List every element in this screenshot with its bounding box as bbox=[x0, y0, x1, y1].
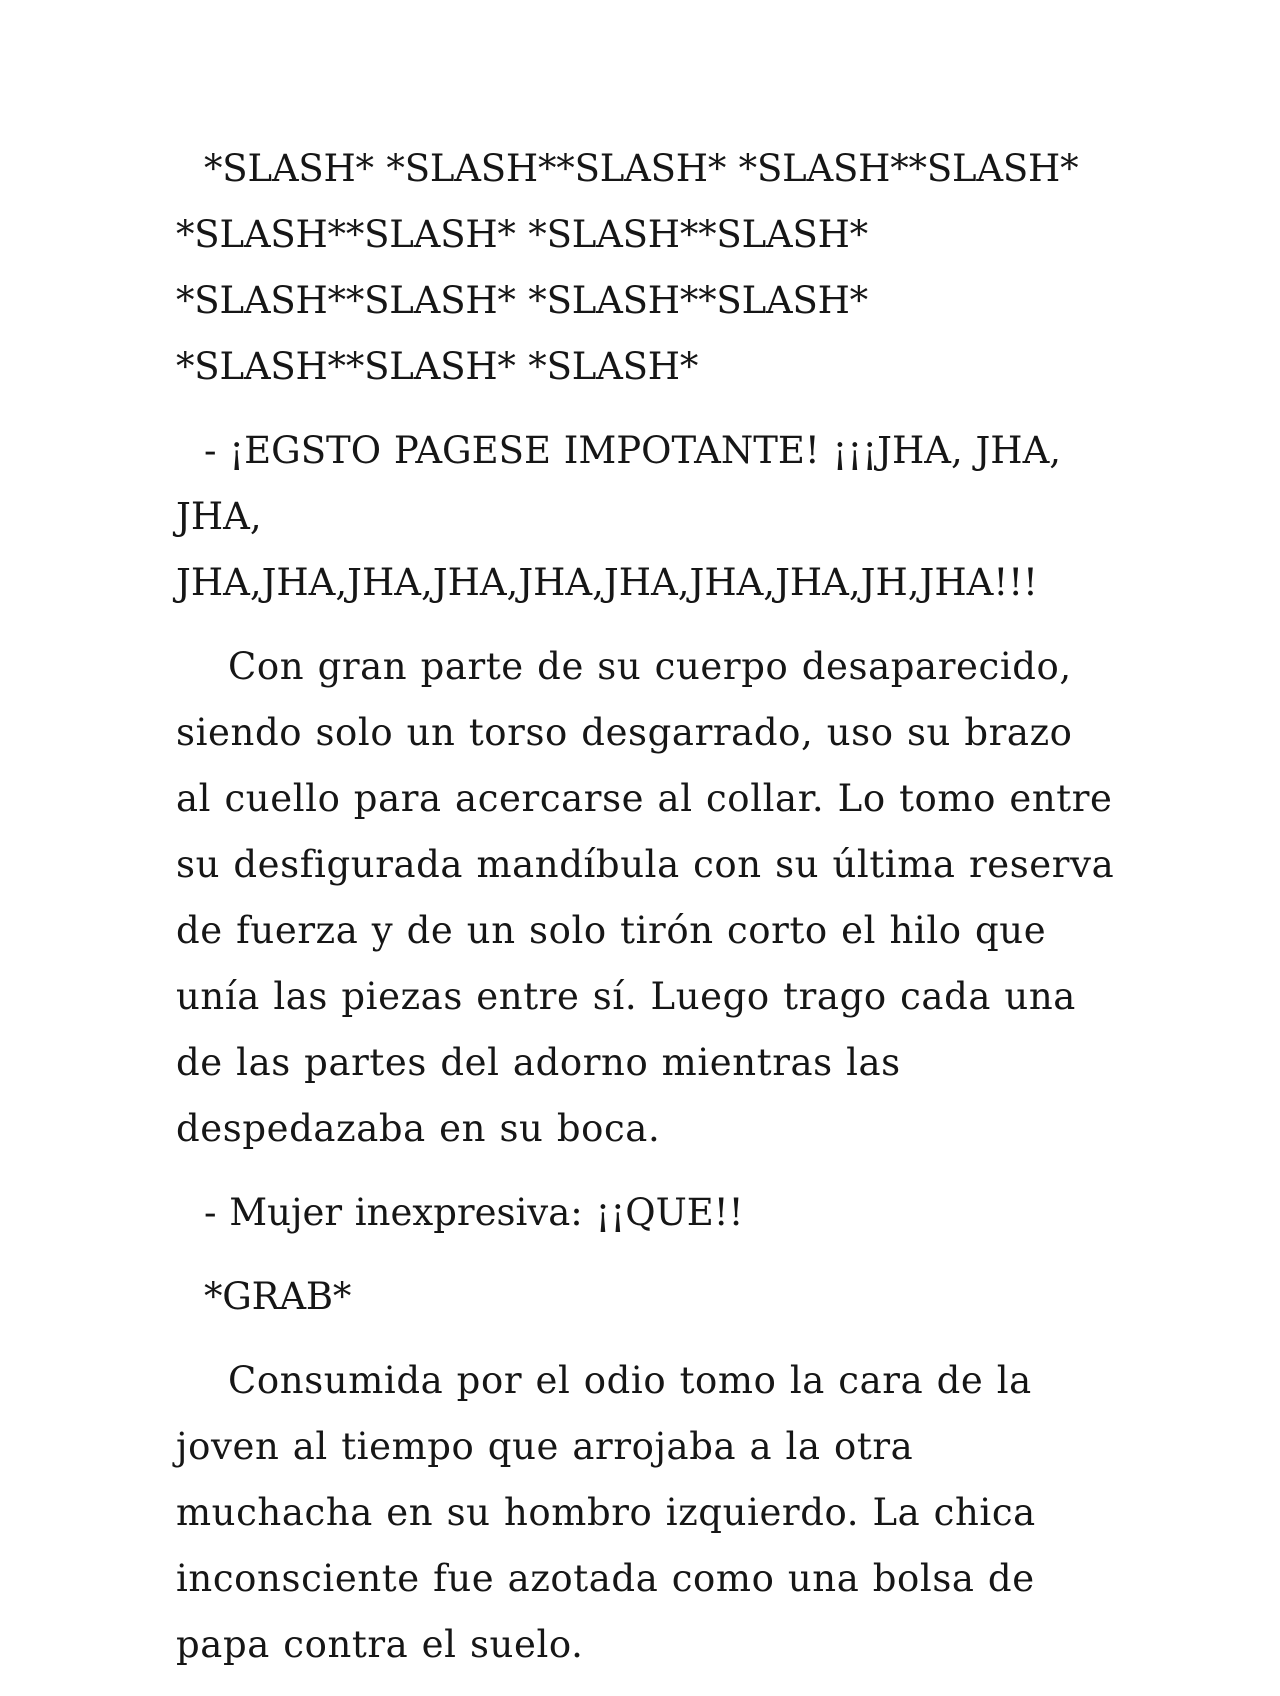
narrative-paragraph-odio: Consumida por el odio tomo la cara de la joven al tiempo que arrojaba a la otra muchacha en su hombro izquierdo. La chica inconsciente fue azotada como una bolsa de papa contra el suelo. bbox=[176, 1359, 1036, 1666]
text-body bbox=[176, 136, 1116, 1696]
sfx-paragraph-slash: *SLASH* *SLASH**SLASH* *SLASH**SLASH* *SLASH**SLASH* *SLASH**SLASH* *SLASH**SLASH* *SLASH**SLASH* *SLASH**SLASH* *SLASH* bbox=[176, 147, 1079, 388]
sfx-paragraph-grab: *GRAB* bbox=[204, 1275, 352, 1318]
dialog-paragraph-laugh: - ¡EGSTO PAGESE IMPOTANTE! ¡¡¡JHA, JHA, JHA, JHA,JHA,JHA,JHA,JHA,JHA,JHA,JHA,JH,JHA!!! bbox=[176, 429, 1062, 604]
narrative-paragraph-collar: Con gran parte de su cuerpo desaparecido, siendo solo un torso desgarrado, uso su brazo al cuello para acercarse al collar. Lo tomo entre su desfigurada mandíbula con su última reserva de fuerza y de un solo tirón corto el hilo que unía las piezas entre sí. Luego trago cada una de las partes del adorno mientras las despedazaba en su boca. bbox=[176, 645, 1115, 1150]
dialog-paragraph-mujer: - Mujer inexpresiva: ¡¡QUE!! bbox=[204, 1191, 744, 1234]
